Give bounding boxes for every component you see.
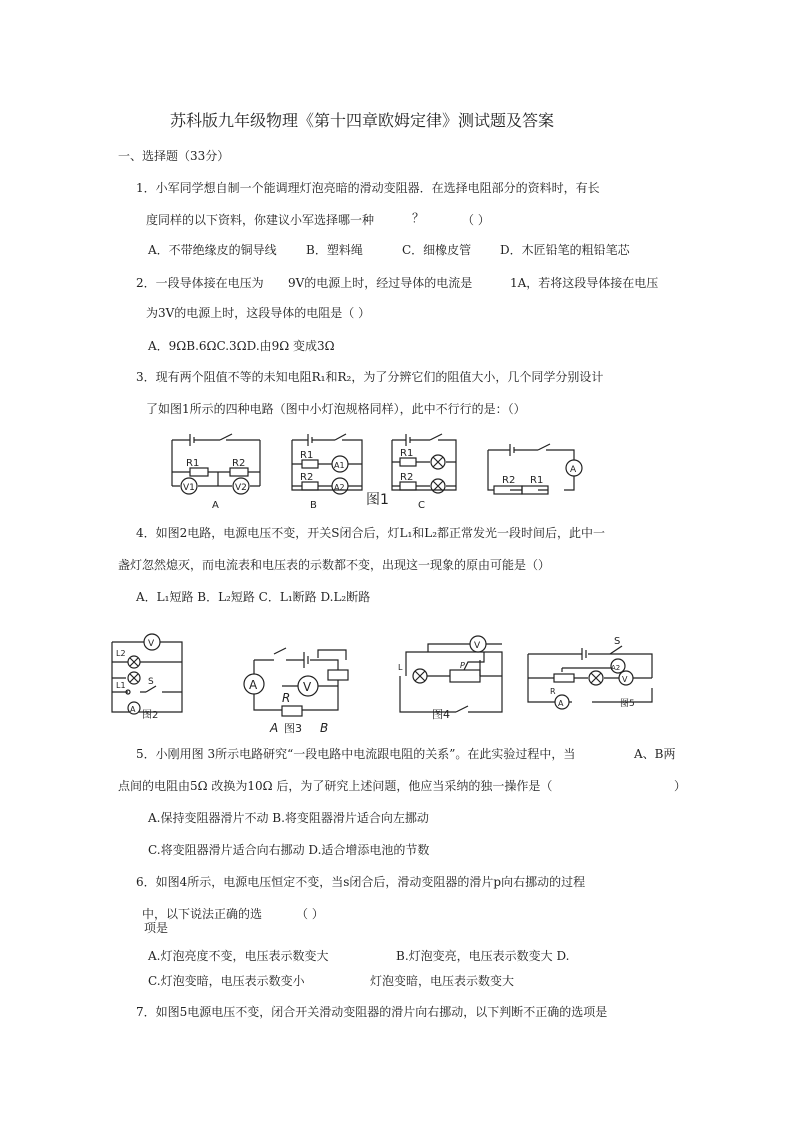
- svg-text:A: A: [212, 500, 219, 511]
- svg-text:A: A: [270, 721, 279, 735]
- svg-text:R2: R2: [232, 458, 246, 469]
- svg-text:图4: 图4: [432, 708, 450, 721]
- svg-text:图1: 图1: [366, 492, 389, 508]
- q1-question-mark: ？: [412, 211, 425, 225]
- section-heading: 一、选择题（33分）: [118, 149, 230, 163]
- q1-answer-paren: （ ）: [462, 213, 490, 227]
- svg-text:R2: R2: [502, 475, 516, 486]
- svg-text:V: V: [148, 639, 155, 649]
- q5-options-cd: C.将变阻器滑片适合向右挪动 D.适合增添电池的节数: [148, 843, 430, 857]
- figure-3: [238, 644, 358, 736]
- svg-text:V: V: [474, 641, 481, 651]
- svg-text:S: S: [614, 636, 621, 647]
- svg-text:图3: 图3: [284, 722, 302, 735]
- svg-text:R: R: [282, 691, 291, 705]
- q6-option-d: 灯泡变暗，电压表示数变大: [370, 974, 515, 988]
- svg-text:R1: R1: [530, 475, 544, 486]
- svg-text:A: A: [130, 705, 136, 714]
- q6-line3: 项是: [144, 921, 169, 935]
- svg-text:P: P: [460, 661, 465, 670]
- svg-text:V2: V2: [235, 483, 247, 493]
- svg-text:R: R: [550, 687, 556, 696]
- svg-text:A2: A2: [334, 483, 345, 492]
- q1-option-d: D．木匠铅笔的粗铅笔芯: [500, 243, 630, 257]
- figure-1: [160, 428, 590, 514]
- svg-text:A2: A2: [611, 664, 621, 672]
- q2-line2: 为3V的电源上时，这段导体的电阻是（ ）: [146, 306, 371, 320]
- svg-text:R1: R1: [186, 458, 200, 469]
- q6-option-c: C.灯泡变暗，电压表示数变小: [148, 974, 305, 988]
- q3-line1: 3．现有两个阻值不等的未知电阻R₁和R₂，为了分辨它们的阻值大小，几个同学分别设计: [136, 370, 604, 384]
- svg-text:C: C: [418, 500, 425, 511]
- q5-line2a: 点间的电阻由5Ω 改换为10Ω 后，为了研究上述问题，他应当采纳的独一操作是（: [118, 779, 553, 793]
- q4-line2: 盏灯忽然熄灭，而电流表和电压表的示数都不变，出现这一现象的原由可能是（）: [118, 558, 551, 572]
- fig1-circuit-c: [392, 434, 456, 493]
- q7-line1: 7．如图5电源电压不变，闭合开关滑动变阻器的滑片向右挪动，以下判断不正确的选项是: [136, 1005, 608, 1019]
- fig1-circuit-b: [292, 434, 362, 494]
- q5-options-ab: A.保持变阻器滑片不动 B.将变阻器滑片适合向左挪动: [148, 811, 429, 825]
- svg-text:S: S: [148, 677, 154, 687]
- q2-line1b: 9V的电源上时，经过导体的电流是: [288, 276, 473, 290]
- svg-text:B: B: [320, 721, 329, 735]
- svg-text:V1: V1: [183, 483, 195, 493]
- q1-line2: 度同样的以下资料，你建议小军选择哪一种: [146, 213, 375, 227]
- svg-text:L2: L2: [116, 649, 126, 658]
- q6-line2: 中，以下说法正确的选: [142, 907, 263, 921]
- q6-option-a: A.灯泡亮度不变，电压表示数变大: [148, 949, 329, 963]
- svg-text:A1: A1: [334, 461, 345, 470]
- svg-text:图5: 图5: [620, 699, 635, 709]
- q2-options: A．9ΩB.6ΩC.3ΩD.由9Ω 变成3Ω: [148, 339, 335, 353]
- q6-option-b: B.灯泡变亮，电压表示数变大 D.: [396, 949, 570, 963]
- q4-options: A．L₁短路 B．L₂短路 C．L₁断路 D.L₂断路: [136, 590, 371, 604]
- figure-2: [106, 632, 186, 722]
- q1-option-a: A．不带绝缘皮的铜导线: [148, 243, 277, 257]
- fig1-circuit-d: [488, 444, 582, 494]
- q1-option-b: B．塑料绳: [306, 243, 363, 257]
- svg-text:B: B: [310, 500, 317, 511]
- page-title: 苏科版九年级物理《第十四章欧姆定律》测试题及答案: [170, 111, 555, 130]
- svg-text:R1: R1: [300, 450, 314, 461]
- q1-line1: 1．小军同学想自制一个能调理灯泡亮暗的滑动变阻器．在选择电阻部分的资料时，有长: [136, 181, 600, 195]
- svg-text:V: V: [622, 675, 628, 684]
- figure-5: [522, 632, 664, 714]
- svg-text:A: A: [249, 678, 258, 692]
- svg-text:R2: R2: [400, 472, 414, 483]
- q2-line1c: 1A，若将这段导体接在电压: [510, 276, 659, 290]
- svg-text:A: A: [558, 699, 564, 708]
- q1-option-c: C．细橡皮管: [402, 243, 472, 257]
- svg-text:L: L: [398, 663, 403, 672]
- q5-line2b: ）: [674, 779, 687, 793]
- svg-text:V: V: [303, 680, 312, 694]
- q2-line1a: 2．一段导体接在电压为: [136, 276, 264, 290]
- svg-text:R1: R1: [400, 448, 414, 459]
- svg-text:R2: R2: [300, 472, 314, 483]
- svg-text:图2: 图2: [142, 710, 159, 721]
- q6-answer-paren: （ ）: [296, 907, 324, 921]
- svg-text:A: A: [570, 465, 577, 475]
- q3-line2: 了如图1所示的四种电路（图中小灯泡规格同样），此中不行行的是：（）: [146, 402, 526, 416]
- figure-4: [384, 634, 520, 722]
- q4-line1: 4．如图2电路，电源电压不变，开关S闭合后，灯L₁和L₂都正常发光一段时间后，此中一: [136, 526, 606, 540]
- q5-line1b: A、B两: [634, 747, 676, 761]
- q5-line1a: 5．小刚用图 3所示电路研究“一段电路中电流跟电阻的关系”。在此实验过程中，当: [136, 747, 576, 761]
- q6-line1: 6．如图4所示，电源电压恒定不变，当s闭合后，滑动变阻器的滑片p向右挪动的过程: [136, 875, 586, 889]
- svg-text:L1: L1: [116, 681, 126, 690]
